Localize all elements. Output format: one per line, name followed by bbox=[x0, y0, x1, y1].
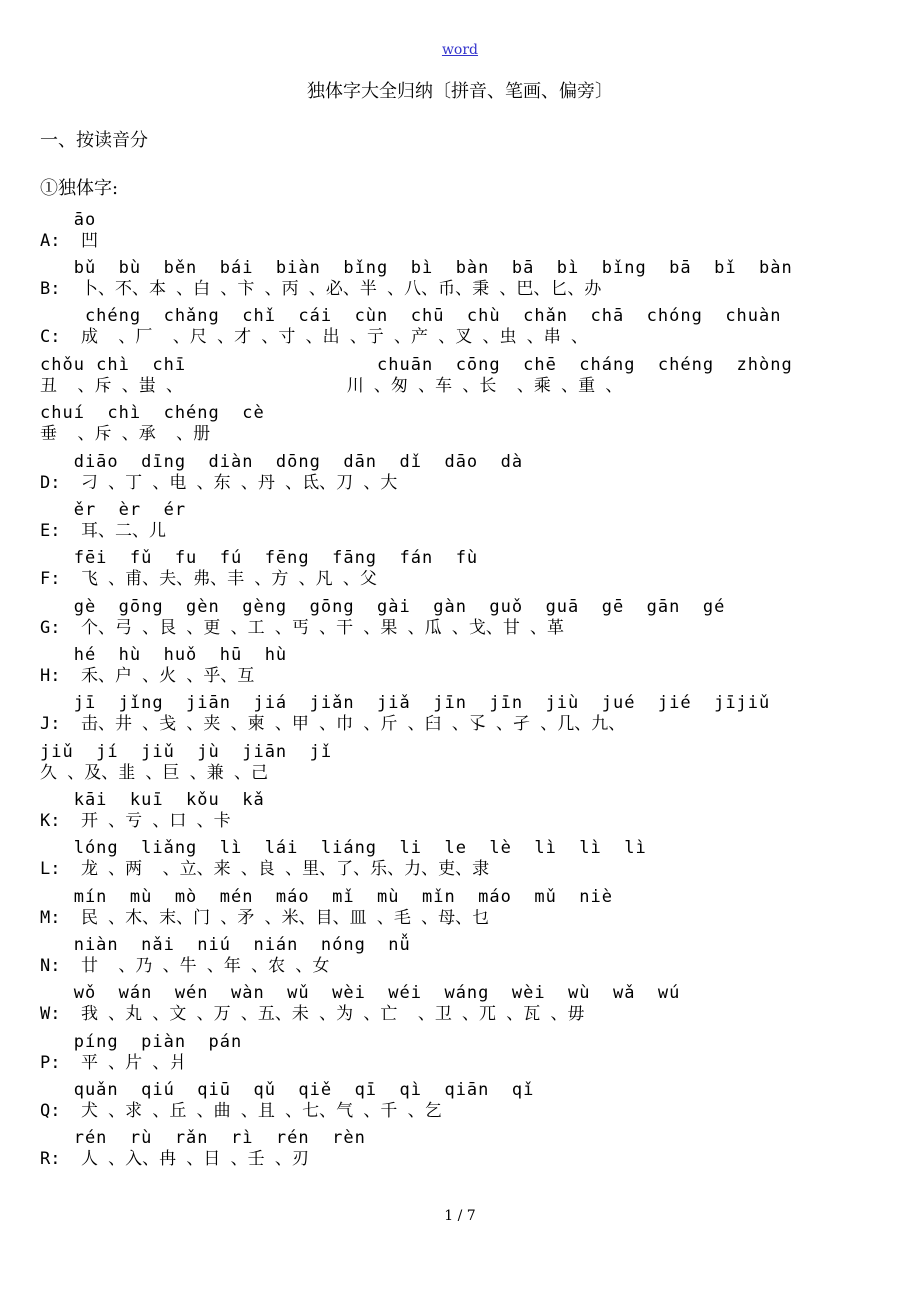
hanzi-line: A: 凹 bbox=[40, 231, 98, 251]
pinyin-line: niàn nǎi niú nián nóng nǚ bbox=[40, 935, 411, 955]
pinyin-line: gè gōng gèn gèng gōng gài gàn guǒ guā gē gān gé bbox=[40, 597, 726, 617]
pinyin-line: diāo dīng diàn dōng dān dǐ dāo dà bbox=[40, 452, 524, 472]
pinyin-line: chuí chì chéng cè bbox=[40, 403, 265, 423]
hanzi-line: J: 击、井 、戋 、夹 、柬 、甲 、巾 、斤 、臼 、孓 、孑 、几、九、 bbox=[40, 714, 626, 734]
hanzi-line: W: 我 、丸 、文 、万 、五、未 、为 、亡 、卫 、兀 、瓦 、毋 bbox=[40, 1004, 585, 1024]
hanzi-line: F: 飞 、甫、夫、弗、丰 、方 、凡 、父 bbox=[40, 569, 377, 589]
pinyin-line: fēi fǔ fu fú fēng fāng fán fù bbox=[40, 548, 479, 568]
document-title: 独体字大全归纳〔拼音、笔画、偏旁〕 bbox=[307, 81, 613, 102]
hanzi-line: L: 龙 、两 、立、来 、良 、里、了、乐、力、吏、隶 bbox=[40, 859, 490, 879]
pinyin-line: kāi kuī kǒu kǎ bbox=[40, 790, 265, 810]
hanzi-line: M: 民 、木、末、门 、矛 、米、目、皿 、毛 、母、乜 bbox=[40, 908, 490, 928]
hanzi-line: D: 刁 、丁 、电 、东 、丹 、氐、刀 、大 bbox=[40, 473, 398, 493]
hanzi-line: 丑 、斥 、蚩 、 川 、匆 、车 、长 、乘 、重 、 bbox=[40, 376, 623, 396]
page-number: 1 / 7 bbox=[444, 1208, 476, 1224]
hanzi-line: P: 平 、片 、爿 bbox=[40, 1053, 187, 1073]
pinyin-line: ěr èr ér bbox=[40, 500, 187, 520]
pinyin-line: chǒu chì chī chuān cōng chē cháng chéng zhòng bbox=[40, 355, 793, 375]
pinyin-line: píng piàn pán bbox=[40, 1032, 243, 1052]
hanzi-line: G: 个、弓 、艮 、更 、工 、丐 、干 、果 、瓜 、戈、甘 、革 bbox=[40, 618, 565, 638]
pinyin-line: mín mù mò mén máo mǐ mù mǐn máo mǔ niè bbox=[40, 887, 613, 907]
hanzi-line: 久 、及、韭 、巨 、兼 、己 bbox=[40, 763, 268, 783]
hanzi-line: B: 卜、不、本 、白 、卞 、丙 、必、半 、八、币、秉 、巴、匕、办 bbox=[40, 279, 602, 299]
pinyin-line: chéng chǎng chǐ cái cùn chū chù chǎn chā chóng chuàn bbox=[40, 306, 782, 326]
pinyin-line: āo bbox=[40, 210, 97, 230]
hanzi-line: 垂 、斥 、承 、册 bbox=[40, 424, 211, 444]
pinyin-line: jiǔ jí jiǔ jù jiān jǐ bbox=[40, 742, 333, 762]
pinyin-line: wǒ wán wén wàn wǔ wèi wéi wáng wèi wù wǎ wú bbox=[40, 983, 681, 1003]
pinyin-line: hé hù huǒ hū hù bbox=[40, 645, 288, 665]
hanzi-line: K: 开 、亏 、口 、卡 bbox=[40, 811, 231, 831]
hanzi-line: H: 禾、户 、火 、乎、互 bbox=[40, 666, 255, 686]
hanzi-line: C: 成 、厂 、尺 、才 、寸 、出 、亍 、产 、叉 、虫 、串 、 bbox=[40, 327, 588, 347]
pinyin-line: rén rù rǎn rì rén rèn bbox=[40, 1128, 366, 1148]
hanzi-line: Q: 犬 、求 、丘 、曲 、且 、七、气 、千 、乞 bbox=[40, 1101, 442, 1121]
subsection-heading: ①独体字: bbox=[40, 178, 119, 199]
pinyin-line: jī jǐng jiān jiá jiǎn jiǎ jīn jīn jiù jué jié jījiǔ bbox=[40, 693, 771, 713]
pinyin-line: lóng liǎng lì lái liáng li le lè lì lì lì bbox=[40, 838, 647, 858]
pinyin-line: quǎn qiú qiū qǔ qiě qī qì qiān qǐ bbox=[40, 1080, 535, 1100]
section-heading: 一、按读音分 bbox=[40, 130, 148, 151]
hanzi-line: E: 耳、二、儿 bbox=[40, 521, 166, 541]
hanzi-line: R: 人 、入、冉 、日 、壬 、刃 bbox=[40, 1149, 309, 1169]
pinyin-line: bǔ bù běn bái biàn bǐng bì bàn bā bì bǐng bā bǐ bàn bbox=[40, 258, 793, 278]
header-word-link[interactable]: word bbox=[441, 42, 479, 58]
hanzi-line: N: 廿 、乃 、牛 、年 、农 、女 bbox=[40, 956, 330, 976]
